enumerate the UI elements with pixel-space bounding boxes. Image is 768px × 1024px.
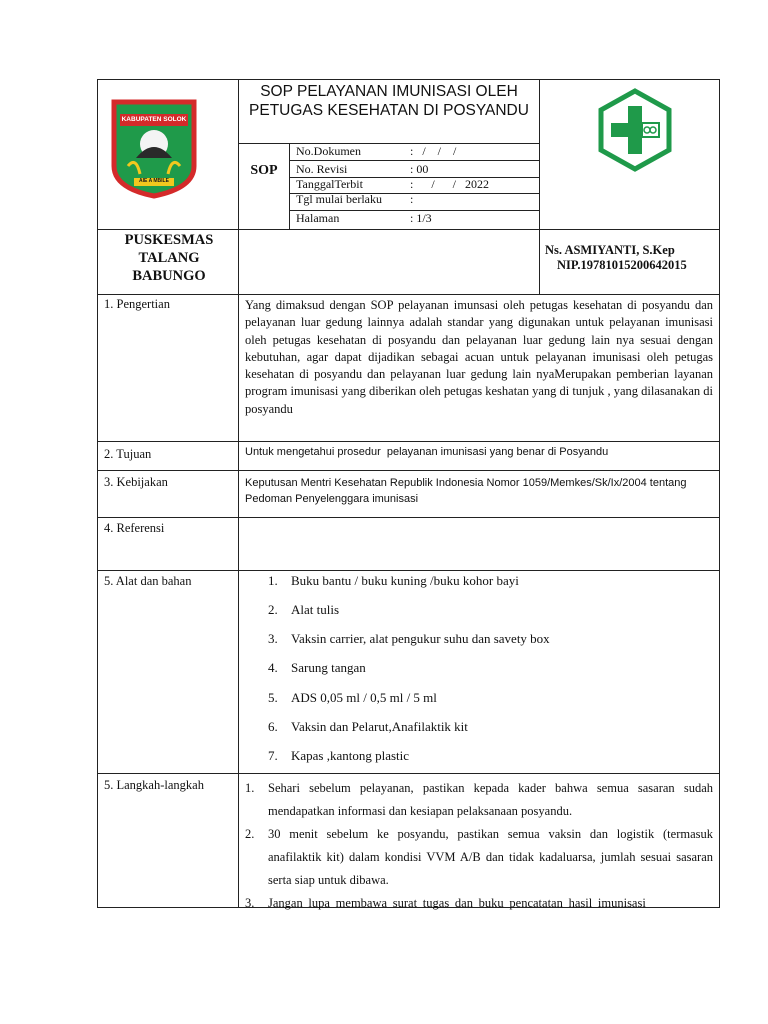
list-item xyxy=(268,660,366,676)
list-number: 3. xyxy=(245,896,255,910)
meta-value-tgl-mulai: : xyxy=(410,192,414,206)
list-text: Vaksin dan Pelarut,Anafilaktik kit xyxy=(291,719,468,734)
puskesmas-logo xyxy=(597,88,673,172)
list-item xyxy=(245,823,713,892)
list-number: 1. xyxy=(245,781,255,795)
meta-value-tanggal-terbit: : / / 2022 xyxy=(410,177,490,191)
sop-label: SOP xyxy=(250,163,278,178)
list-item xyxy=(268,602,340,618)
meta-label-tanggal-terbit: TanggalTerbit xyxy=(296,177,363,191)
logo-top-text: KABUPATEN SOLOK xyxy=(121,116,187,123)
meta-label-halaman: Halaman xyxy=(296,211,340,225)
section-label-alat-bahan: 5. Alat dan bahan xyxy=(104,574,192,588)
list-item xyxy=(268,690,437,706)
list-number: 7. xyxy=(268,748,278,763)
list-text: 30 menit sebelum ke posyandu, pastikan semua vaksin dan logistik (termasuk anafilaktik kit) dalam kondisi VVM A/B dan tidak kadaluarsa, jumlah sesuai sasaran serta siap untuk dibawa. xyxy=(268,827,713,887)
list-item xyxy=(245,892,713,915)
list-number: 4. xyxy=(268,660,278,675)
signer-name: Ns. ASMIYANTI, S.Kep xyxy=(545,243,675,257)
list-item xyxy=(268,631,550,647)
section-label-pengertian: 1. Pengertian xyxy=(104,297,170,311)
kabupaten-solok-logo xyxy=(106,96,202,200)
meta-label-no-revisi: No. Revisi xyxy=(296,162,348,176)
section-text-tujuan: Untuk mengetahui prosedur pelayanan imunisasi yang benar di Posyandu xyxy=(245,446,609,458)
list-number: 5. xyxy=(268,690,278,705)
list-number: 2. xyxy=(245,827,255,841)
list-text: ADS 0,05 ml / 0,5 ml / 5 ml xyxy=(291,690,437,705)
section-text-kebijakan: Keputusan Mentri Kesehatan Republik Indonesia Nomor 1059/Memkes/Sk/Ix/2004 tentang Pedoman Penyelenggara imunisasi xyxy=(245,477,687,505)
organization-name: PUSKESMAS TALANG BABUNGO xyxy=(124,232,214,284)
list-number: 2. xyxy=(268,602,278,617)
list-number: 6. xyxy=(268,719,278,734)
section-label-langkah: 5. Langkah-langkah xyxy=(104,778,204,792)
list-text: Sehari sebelum pelayanan, pastikan kepada kader bahwa semua sasaran sudah mendapatkan informasi dan kesiapan pelaksanaan posyandu. xyxy=(268,781,713,818)
meta-value-halaman: : 1/3 xyxy=(410,211,432,225)
section-label-kebijakan: 3. Kebijakan xyxy=(104,475,168,489)
list-item xyxy=(268,748,410,764)
list-text: Kapas ,kantong plastic xyxy=(291,748,410,763)
logo-motto-text: AIE A MBILE xyxy=(139,178,169,184)
list-number: 1. xyxy=(268,573,278,588)
list-item xyxy=(268,719,468,735)
document-title: SOP PELAYANAN IMUNISASI OLEH PETUGAS KESEHATAN DI POSYANDU xyxy=(249,83,529,119)
section-label-tujuan: 2. Tujuan xyxy=(104,447,152,461)
list-text: Jangan lupa membawa surat tugas dan buku pencatatan hasil imunisasi xyxy=(268,896,646,910)
section-text-pengertian: Yang dimaksud dengan SOP pelayanan imunsasi oleh petugas kesehatan di posyandu dan pelayanan luar gedung lainnya adalah standar yang digunakan untuk pelayanan imunisasi oleh petugas kesehatan di posyandu dan pelayanan luar gedung lain nya sesuai dengan kebutuhan, agar dapat dijadikan sebagai acuan untuk pelayanan imunisasi oleh petugas kesehatan di posyandu dan pelayanan luar gedung lain nyaMerupakan pemberian layanan program imunisasi yang diberikan oleh petugas keshatan yang di tunjuk , yang dilasanakan di posyandu xyxy=(245,298,713,416)
meta-value-no-revisi: : 00 xyxy=(410,162,429,176)
list-item xyxy=(245,777,713,823)
meta-label-tgl-mulai: Tgl mulai berlaku xyxy=(296,192,382,206)
meta-value-no-dokumen: : / / / xyxy=(410,144,457,158)
list-text: Alat tulis xyxy=(291,602,340,617)
list-number: 3. xyxy=(268,631,278,646)
list-text: Sarung tangan xyxy=(291,660,366,675)
section-label-referensi: 4. Referensi xyxy=(104,521,165,535)
list-text: Buku bantu / buku kuning /buku kohor bayi xyxy=(291,573,519,588)
langkah-list xyxy=(245,777,713,915)
signer-nip: NIP.19781015200642015 xyxy=(557,258,687,272)
list-item xyxy=(268,573,519,589)
meta-label-no-dokumen: No.Dokumen xyxy=(296,144,361,158)
list-text: Vaksin carrier, alat pengukur suhu dan savety box xyxy=(291,631,550,646)
